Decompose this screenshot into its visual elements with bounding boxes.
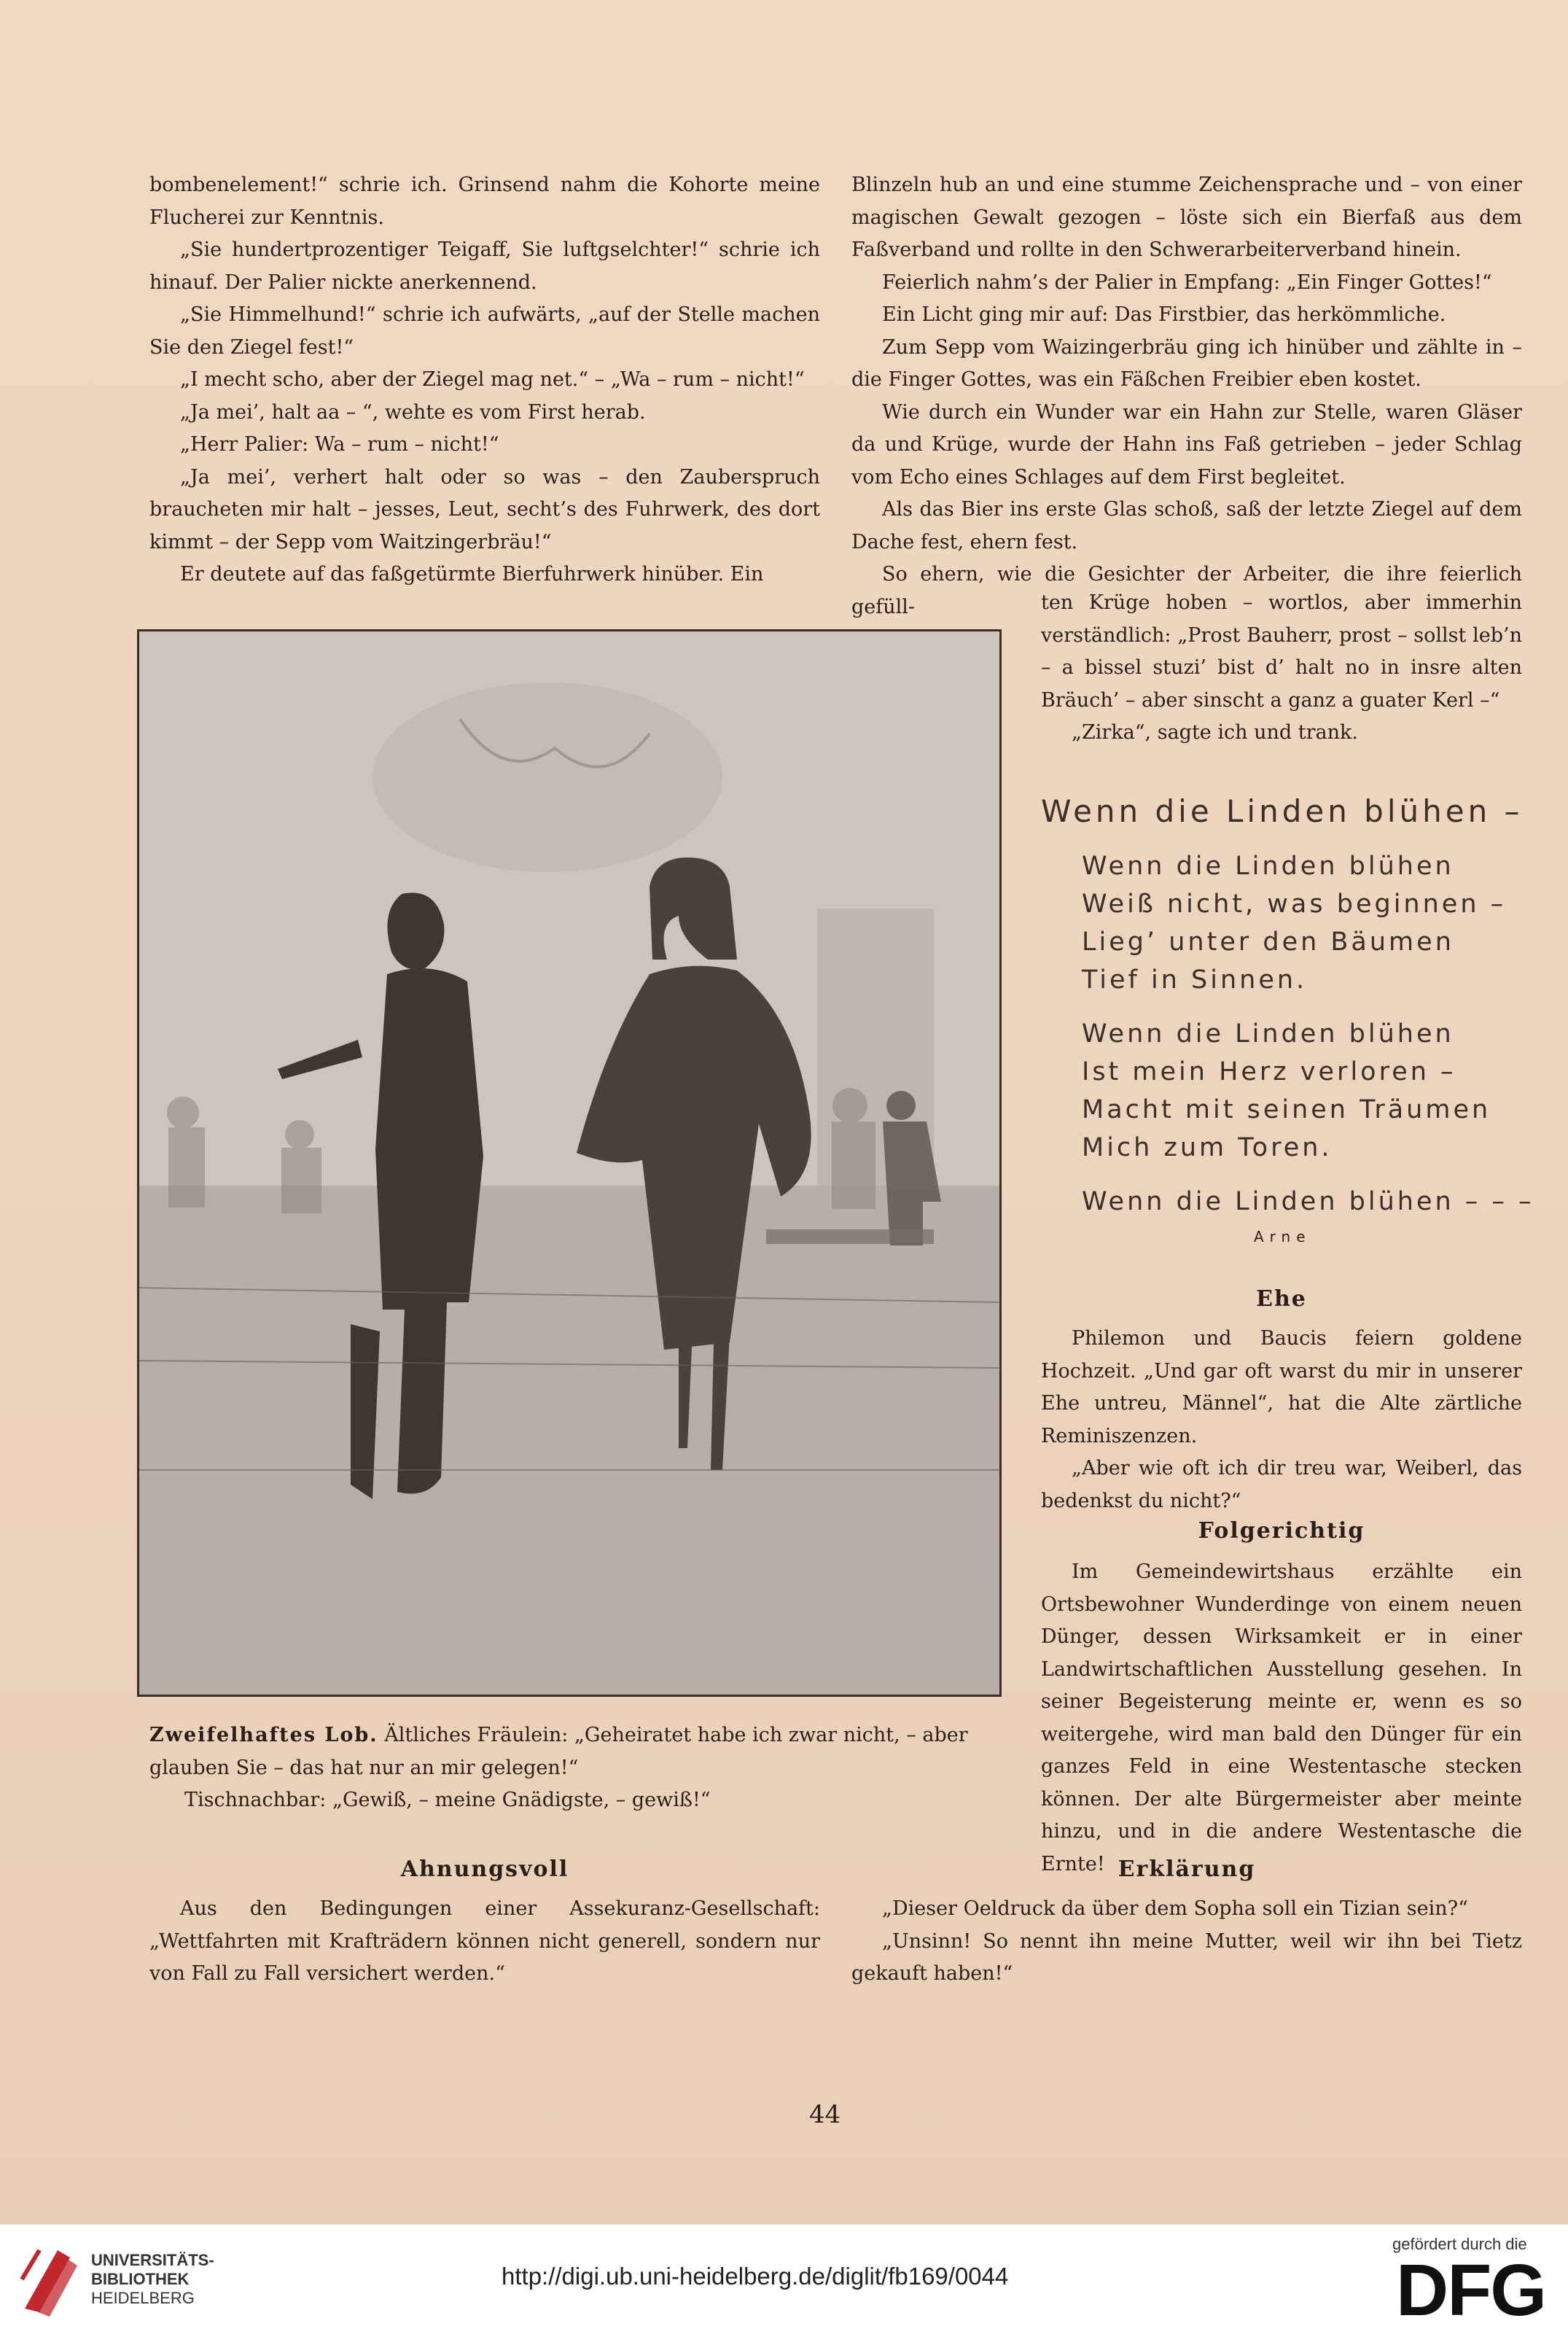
- folgerichtig-heading: Folgerichtig: [1198, 1518, 1365, 1544]
- poem-line: Ist mein Herz verloren –: [1082, 1057, 1456, 1086]
- funding-caption: gefördert durch die: [1392, 2235, 1527, 2253]
- ahnungsvoll-heading: Ahnungsvoll: [400, 1856, 569, 1882]
- paragraph: Er deutete auf das faßgetürmte Bierfuhrwerk hinüber. Ein: [180, 563, 764, 586]
- left-column: [149, 169, 820, 591]
- library-name-line: BIBLIOTHEK: [91, 2270, 190, 2288]
- paragraph: „I mecht scho, aber der Ziegel mag net.“ – „Wa – rum – nicht!“: [180, 368, 805, 391]
- permalink-url[interactable]: http://digi.ub.uni-heidelberg.de/diglit/fb169/0044: [502, 2263, 1009, 2290]
- caption-line: Ältliches Fräulein: „Geheiratet habe ich zwar nicht, – aber glauben Sie – das hat nur an mir gelegen!“: [149, 1724, 968, 1779]
- paragraph: Aus den Bedingungen einer Assekuranz-Gesellschaft: „Wettfahrten mit Krafträdern können nicht generell, sondern nur von Fall zu Fall versichert werden.“: [149, 1897, 820, 1985]
- ehe-text: [1041, 1323, 1522, 1517]
- paragraph: „Herr Palier: Wa – rum – nicht!“: [180, 433, 499, 456]
- erklaerung-text: [851, 1893, 1522, 1991]
- paragraph: „Ja mei’, verhert halt oder so was – den Zauberspruch braucheten mir halt – jesses, Leut, secht’s des Fuhrwerk, des dort kimmt – der Sepp vom Waitzingerbräu!“: [149, 465, 820, 553]
- illustration-drawing: [139, 631, 999, 1695]
- poem-line: Macht mit seinen Träumen: [1082, 1095, 1491, 1124]
- poem-line: Wenn die Linden blühen: [1082, 852, 1454, 881]
- poem-line: Lieg’ unter den Bäumen: [1082, 928, 1454, 957]
- paragraph: Als das Bier ins erste Glas schoß, saß der letzte Ziegel auf dem Dache fest, ehern fest.: [851, 498, 1522, 553]
- paragraph: bombenelement!“ schrie ich. Grinsend nahm die Kohorte meine Flucherei zur Kenntnis.: [149, 174, 820, 229]
- paragraph: „Aber wie oft ich dir treu war, Weiberl, das bedenkst du nicht?“: [1041, 1457, 1522, 1512]
- paragraph: Blinzeln hub an und eine stumme Zeichensprache und – von einer magischen Gewalt gezogen – löste sich ein Bierfaß aus dem Faßverband und rollte in den Schwerarbeiterverband hinein.: [851, 174, 1522, 261]
- dfg-logo: DFG: [1396, 2249, 1546, 2331]
- paragraph: Im Gemeindewirtshaus erzählte ein Ortsbewohner Wunderdinge von einem neuen Dünger, dessen Wirksamkeit er in einer Landwirtschaftlichen Ausstellung gesehen. In seiner Begeisterung meinte er, wenn es so weitergehe, wird man bald den Dünger für ein ganzes Feld in eine Westentasche stecken können. Der alte Bürgermeister aber meinte hinzu, und in die andere Westentasche die Ernte!: [1041, 1560, 1522, 1875]
- paragraph: „Ja mei’, halt aa – “, wehte es vom First herab.: [180, 400, 646, 424]
- library-name-line: HEIDELBERG: [91, 2289, 195, 2307]
- page-number: 44: [809, 2100, 841, 2129]
- paragraph: So ehern, wie die Gesichter der Arbeiter, die ihre feierlich gefüll-: [851, 563, 1522, 618]
- footer-bar: [0, 2224, 1568, 2337]
- library-name-line: UNIVERSITÄTS-: [91, 2251, 214, 2269]
- folgerichtig-text: [1041, 1556, 1522, 1881]
- paragraph: Feierlich nahm’s der Palier in Empfang: „Ein Finger Gottes!“: [882, 271, 1492, 294]
- library-logo-icon: [17, 2239, 83, 2322]
- paragraph: Zum Sepp vom Waizingerbräu ging ich hinüber und zählte in – die Finger Gottes, was ein Fäßchen Freibier eben kostet.: [851, 335, 1522, 391]
- poem-title: Wenn die Linden blühen –: [1041, 793, 1524, 829]
- caption-label: Zweifelhaftes Lob.: [149, 1724, 378, 1746]
- illustration: [137, 629, 1002, 1697]
- paragraph: ten Krüge hoben – wortlos, aber immerhin verständlich: „Prost Bauherr, prost – sollst leb’n – a bissel stuzi’ bist d’ halt no in insre alten Bräuch’ – aber sinscht a ganz a guater Kerl –“: [1041, 591, 1522, 712]
- ahnungsvoll-text: [149, 1893, 820, 1991]
- poem-stanza: [1082, 1183, 1534, 1221]
- ehe-heading: Ehe: [1256, 1286, 1307, 1312]
- illustration-caption: [149, 1719, 1002, 1817]
- poem-line: Weiß nicht, was beginnen –: [1082, 890, 1507, 919]
- paragraph: Philemon und Baucis feiern goldene Hochzeit. „Und gar oft warst du mir in unserer Ehe untreu, Männel“, hat die Alte zärtliche Reminiszenzen.: [1041, 1327, 1522, 1447]
- poem-author: Arne: [1254, 1228, 1311, 1245]
- paragraph: „Zirka“, sagte ich und trank.: [1072, 721, 1358, 744]
- paragraph: „Sie Himmelhund!“ schrie ich aufwärts, „auf der Stelle machen Sie den Ziegel fest!“: [149, 303, 820, 359]
- paragraph: Wie durch ein Wunder war ein Hahn zur Stelle, waren Gläser da und Krüge, wurde der Hahn ins Faß getrieben – jeder Schlag vom Echo eines Schlages auf dem First begleitet.: [851, 400, 1522, 489]
- paragraph: „Sie hundertprozentiger Teigaff, Sie luftgselchter!“ schrie ich hinauf. Der Palier nickte anerkennend.: [149, 238, 820, 294]
- erklaerung-heading: Erklärung: [1118, 1856, 1256, 1882]
- poem-stanza: [1082, 847, 1506, 999]
- poem-line: Wenn die Linden blühen – – –: [1082, 1187, 1534, 1216]
- poem-line: Mich zum Toren.: [1082, 1133, 1333, 1162]
- right-column-continuation: [1041, 587, 1522, 750]
- poem-line: Tief in Sinnen.: [1082, 965, 1308, 995]
- library-name: [91, 2251, 214, 2308]
- poem-line: Wenn die Linden blühen: [1082, 1019, 1454, 1049]
- paragraph: „Dieser Oeldruck da über dem Sopha soll ein Tizian sein?“: [882, 1897, 1468, 1920]
- paragraph: Ein Licht ging mir auf: Das Firstbier, das herkömmliche.: [882, 303, 1446, 326]
- poem-stanza: [1082, 1015, 1491, 1167]
- right-column: [851, 169, 1522, 623]
- paragraph: „Unsinn! So nennt ihn meine Mutter, weil wir ihn bei Tietz gekauft haben!“: [851, 1929, 1522, 1985]
- caption-line: Tischnachbar: „Gewiß, – meine Gnädigste, – gewiß!“: [184, 1789, 711, 1811]
